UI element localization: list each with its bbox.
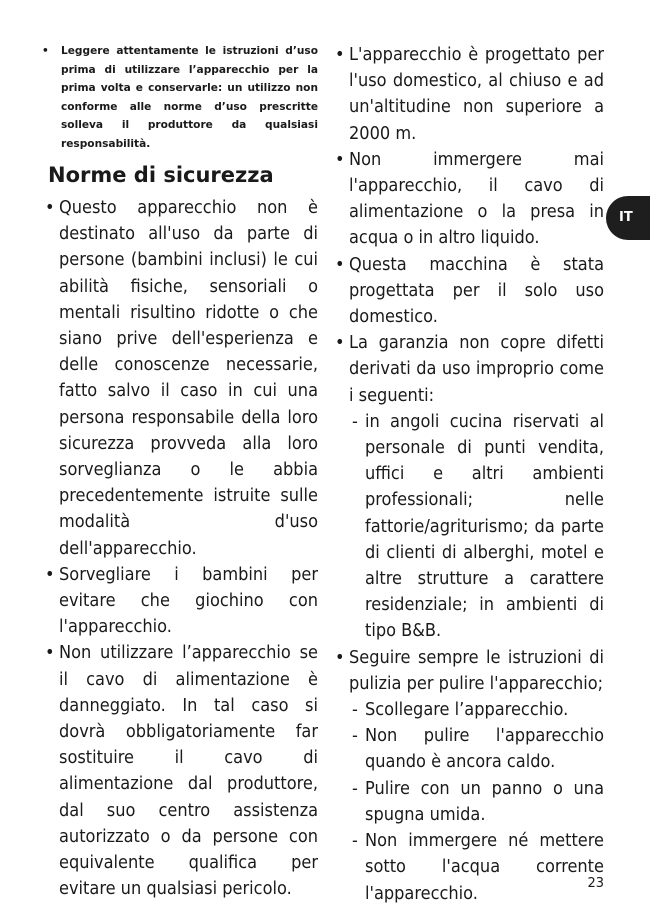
warranty-sublist <box>349 409 604 645</box>
left-column <box>40 42 318 902</box>
safety-list-right <box>330 42 604 907</box>
cleaning-subitem: - Scollegare l’apparecchio. <box>349 697 604 723</box>
intro-text: • Leggere attentamente le istruzioni d’uso prima di utilizzare l’apparecchio per la prima volta e conservarle: un utilizzo non conforme alle norme d’uso prescritte solleva il produttore da qualsiasi responsabilità. <box>40 42 318 153</box>
safety-item: • Questo apparecchio non è destinato all'uso da parte di persone (bambini inclusi) le cui abilità fisiche, sensoriali o mentali risultino ridotte o che siano prive dell'esperienza e delle conoscenze necessarie, fatto salvo il caso in cui una persona responsabile della loro sicurezza provveda alla loro sorveglianza o le abbia precedentemente istruite sulle modalità d'uso dell'apparecchio. <box>40 195 318 562</box>
right-column <box>330 42 604 907</box>
page-number: 23 <box>587 876 604 891</box>
warranty-text: La garanzia non copre difetti derivati da uso improprio come i seguenti: <box>349 332 604 406</box>
cleaning-text: Seguire sempre le istruzioni di pulizia per pulire l'apparecchio; <box>349 646 604 694</box>
cleaning-subitem: - Non immergere né mettere sotto l'acqua corrente l'apparecchio. <box>349 828 604 907</box>
cleaning-sublist <box>349 697 604 907</box>
safety-item: • Non utilizzare l’apparecchio se il cavo di alimentazione è danneggiato. In tal caso si dovrà obbligatoriamente far sostituire il cavo di alimentazione dal produttore, dal suo centro assistenza autorizzato o da persone con equivalente qualifica per evitare un qualsiasi pericolo. <box>40 640 318 902</box>
safety-list-left <box>40 195 318 902</box>
intro-list <box>40 42 318 153</box>
safety-item: • L'apparecchio è progettato per l'uso domestico, al chiuso e ad un'altitudine non superiore a 2000 m. <box>330 42 604 147</box>
language-tab: IT <box>606 196 650 240</box>
safety-item: • Questa macchina è stata progettata per il solo uso domestico. <box>330 252 604 331</box>
cleaning-item <box>330 645 604 907</box>
warranty-subitem: - in angoli cucina riservati al personale di punti vendita, uffici e altri ambienti professionali; nelle fattorie/agriturismo; da parte di clienti di alberghi, motel e altre strutture a carattere residenziale; in ambienti di tipo B&B. <box>349 409 604 645</box>
safety-item: • Sorvegliare i bambini per evitare che giochino con l'apparecchio. <box>40 562 318 641</box>
cleaning-subitem: - Pulire con un panno o una spugna umida. <box>349 776 604 828</box>
cleaning-subitem: - Non pulire l'apparecchio quando è ancora caldo. <box>349 723 604 775</box>
section-heading: Norme di sicurezza <box>48 163 274 187</box>
safety-item: • Non immergere mai l'apparecchio, il cavo di alimentazione o la presa in acqua o in altro liquido. <box>330 147 604 252</box>
warranty-item <box>330 330 604 644</box>
